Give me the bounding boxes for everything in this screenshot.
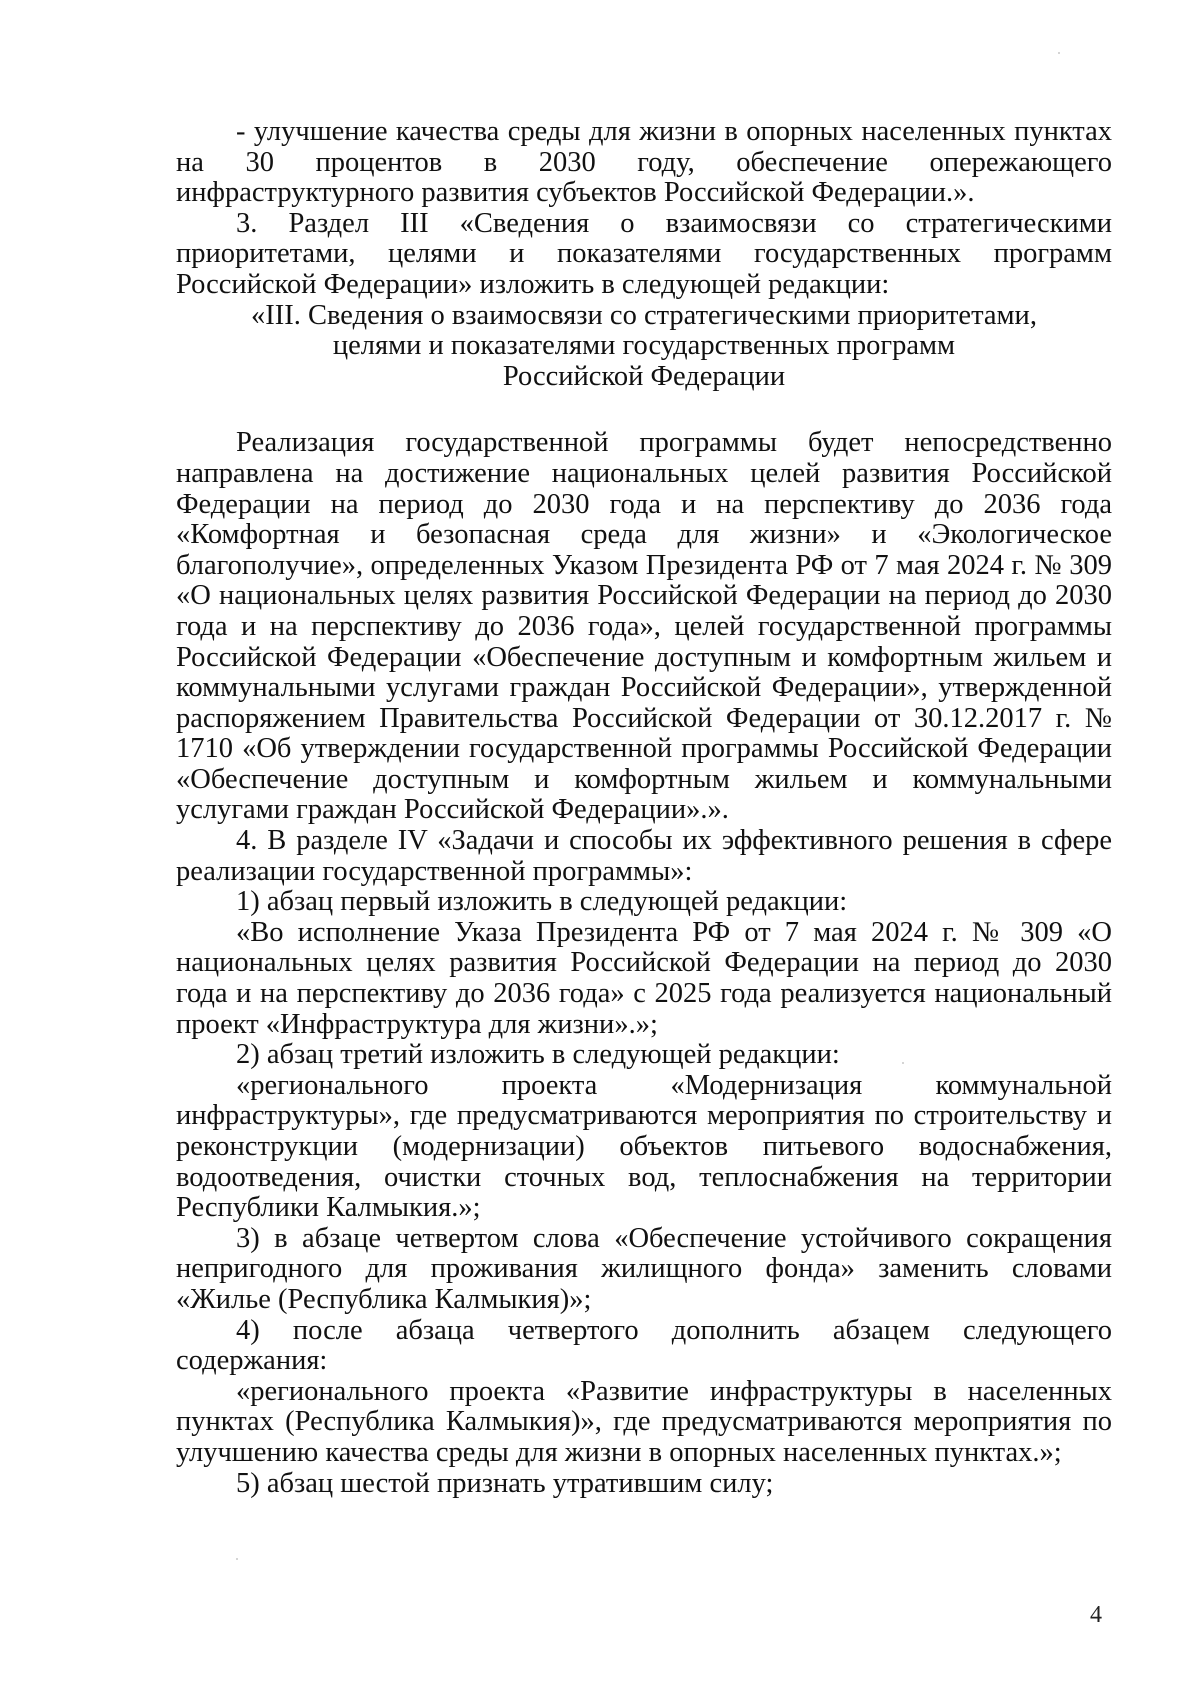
paragraph: 4. В разделе IV «Задачи и способы их эффективного решения в сфере реализации государственной программы»: — [176, 825, 1112, 887]
heading-spacer — [176, 392, 1112, 428]
scan-speck — [236, 1558, 238, 1560]
heading-line: целями и показателями государственных программ — [332, 330, 956, 362]
paragraph: «Во исполнение Указа Президента РФ от 7 мая 2024 г. № 309 «О национальных целях развития Российской Федерации на период до 2030 года и на перспективу до 2036 года» с 2025 года реализуется национальный проект «Инфраструктура для жизни».»; — [176, 916, 1112, 1040]
heading-line: «III. Сведения о взаимосвязи со стратегическими приоритетами, — [251, 299, 1037, 331]
paragraph: 5) абзац шестой признать утратившим силу; — [236, 1467, 774, 1499]
paragraph: Реализация государственной программы будет непосредственно направлена на достижение национальных целей развития Российской Федерации на период до 2030 года и на перспективу до 2036 года «Комфортная и безопасная среда для жизни» и «Экологическое благополучие», определенных Указом Президента РФ от 7 мая 2024 г. № 309 «О национальных целях развития Российской Федерации на период до 2030 года и на перспективу до 2036 года», целей государственной программы Российской Федерации «Обеспечение доступным и комфортным жильем и коммунальными услугами граждан Российской Федерации», утвержденной распоряжением Правительства Российской Федерации от 30.12.2017 г. № 1710 «Об утверждении государственной программы Российской Федерации «Обеспечение доступным и комфортным жильем и коммунальными услугами граждан Российской Федерации».». — [176, 427, 1112, 826]
paragraph: - улучшение качества среды для жизни в опорных населенных пунктах на 30 процентов в 2030 году, обеспечение опережающего инфраструктурного развития субъектов Российской Федерации.». — [176, 116, 1112, 209]
scan-speck — [1058, 52, 1060, 54]
paragraph: «регионального проекта «Модернизация коммунальной инфраструктуры», где предусматриваются мероприятия по строительству и реконструкции (модернизации) объектов питьевого водоснабжения, водоотведения, очистки сточных вод, теплоснабжения на территории Республики Калмыкия.»; — [176, 1069, 1112, 1224]
paragraph: 3. Раздел III «Сведения о взаимосвязи со стратегическими приоритетами, целями и показателями государственных программ Российской Федерации» изложить в следующей редакции: — [176, 207, 1112, 300]
paragraph: 4) после абзаца четвертого дополнить абзацем следующего содержания: — [176, 1314, 1112, 1377]
section-heading — [176, 301, 1112, 393]
heading-line: Российской Федерации — [502, 360, 786, 392]
document-body — [176, 117, 1112, 1499]
paragraph: 1) абзац первый изложить в следующей редакции: — [236, 886, 848, 918]
paragraph: «регионального проекта «Развитие инфраструктуры в населенных пунктах (Республика Калмыкия)», где предусматриваются мероприятия по улучшению качества среды для жизни в опорных населенных пунктах.»; — [176, 1375, 1112, 1468]
paragraph: 2) абзац третий изложить в следующей редакции: — [236, 1039, 840, 1071]
page-number: 4 — [1090, 1602, 1102, 1628]
paragraph: 3) в абзаце четвертом слова «Обеспечение устойчивого сокращения непригодного для проживания жилищного фонда» заменить словами «Жилье (Республика Калмыкия)»; — [176, 1222, 1112, 1315]
